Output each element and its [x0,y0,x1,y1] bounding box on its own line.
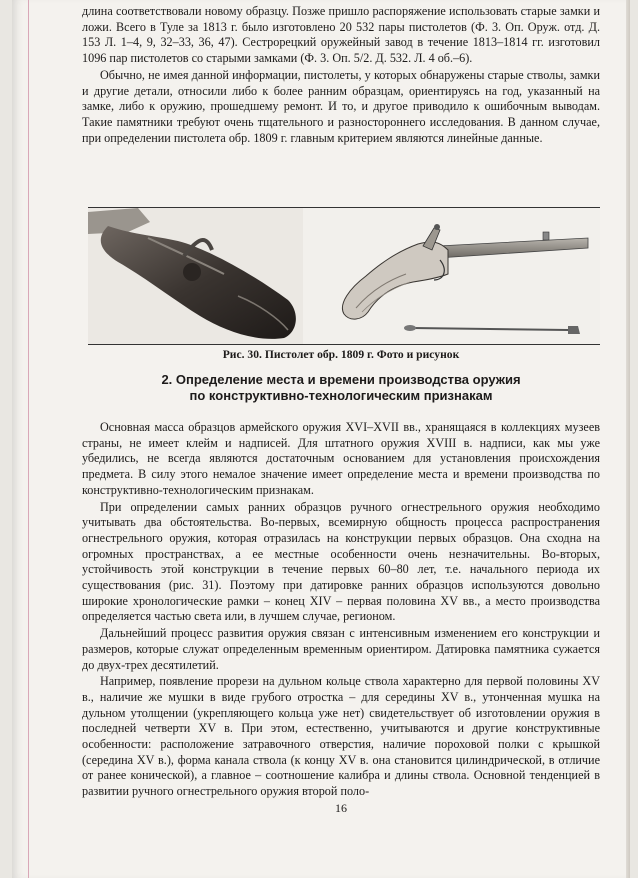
text-block-main [82,420,600,800]
paragraph: Дальнейший процесс развития оружия связан с интенсивным изменением его конструкции и размеров, которые служат определенным временным ориентиром. Датировка памятника сужается до двух-трех десятилетий. [82,626,600,672]
page-edge [626,0,630,878]
pistol-illustration [88,208,600,344]
pistol-photo [88,208,303,344]
page-number: 16 [335,801,347,815]
heading-line: по конструктивно-технологическим признакам [189,388,493,403]
paragraph: Обычно, не имея данной информации, пистолеты, у которых обнаружены старые стволы, замки и другие детали, относили либо к более ранним образцам, ориентируясь на год, указанный на замке, либо к оружию, прошедшему ремонт. И то, и другое приводило к ошибочным выводам. Такие памятники требуют очень тщательного и разностороннего исследования. В данном случае, при определении пистолета обр. 1809 г. главным критерием являются линейные данные. [82,67,600,145]
pistol-drawing [342,224,588,334]
section-heading [82,372,600,404]
paragraph: При определении самых ранних образцов ручного огнестрельного оружия необходимо учитывать два обстоятельства. Во-первых, всемирную общность процесса распространения огнестрельного оружия, которая отразилась на конструкции первых образцов. Она сходна на огромных пространствах, а ее местные особенности очень незначительны. Во-вторых, устойчивость этой конструкции в течение первых 60–80 лет, т.е. начального периода их существования (рис. 31). Поэтому при датировке ранних образцов используются довольно широкие хронологические рамки – конец XIV – первая половина XV вв., а место производства определяется частью света или, в лучшем случае, регионом. [82,499,600,624]
paragraph: длина соответствовали новому образцу. Позже пришло распоряжение использовать старые замки и ложи. Всего в Туле за 1813 г. было изготовлено 20 532 пары пистолетов (Ф. 3. Оп. Оруж. отд. Д. 153 Л. 1–4, 9, 32–33, 36, 47). Сестрорецкий оружейный завод в течение 1813–1814 гг. изготовил 1096 пар пистолетов со старыми замками (Ф. 3. Оп. 5/2. Д. 532. Л. 4 об.–6). [82,4,600,66]
figure-caption: Рис. 30. Пистолет обр. 1809 г. Фото и рисунок [222,348,460,361]
paragraph: Например, появление прорези на дульном кольце ствола характерно для первой половины XV в., наличие же мушки в виде грубого отростка – для середины XV в., утонченная мушка на дульном утолщении (укрепляющего кольца уже нет) свидетельствует об изготовлении оружия в последней четверти XV в. При этом, естественно, учитываются и другие конструктивные особенности: расположение затравочного отверстия, наличие пороховой полки с крышкой (середина XV в.), форма канала ствола (к концу XV в. она становится цилиндрической, в отличие от ранее конической), а главное – соотношение калибра и длины ствола. Основной тенденцией в развитии ручного огнестрельного оружия второй поло- [82,674,600,799]
paragraph: Основная масса образцов армейского оружия XVI–XVII вв., хранящаяся в коллекциях музеев страны, не имеет клейм и надписей. Для штатного оружия XVIII в. надписи, как мы уже убедились, не всегда являются достаточным основанием для установления происхождения предмета. В силу этого немалое значение имеет определение места и времени производства по конструктивно-технологическим признакам. [82,420,600,497]
margin-line [28,0,29,878]
pistol-figure [88,207,600,345]
heading-line: 2. Определение места и времени производства оружия [161,372,521,387]
text-block-top [82,4,600,146]
